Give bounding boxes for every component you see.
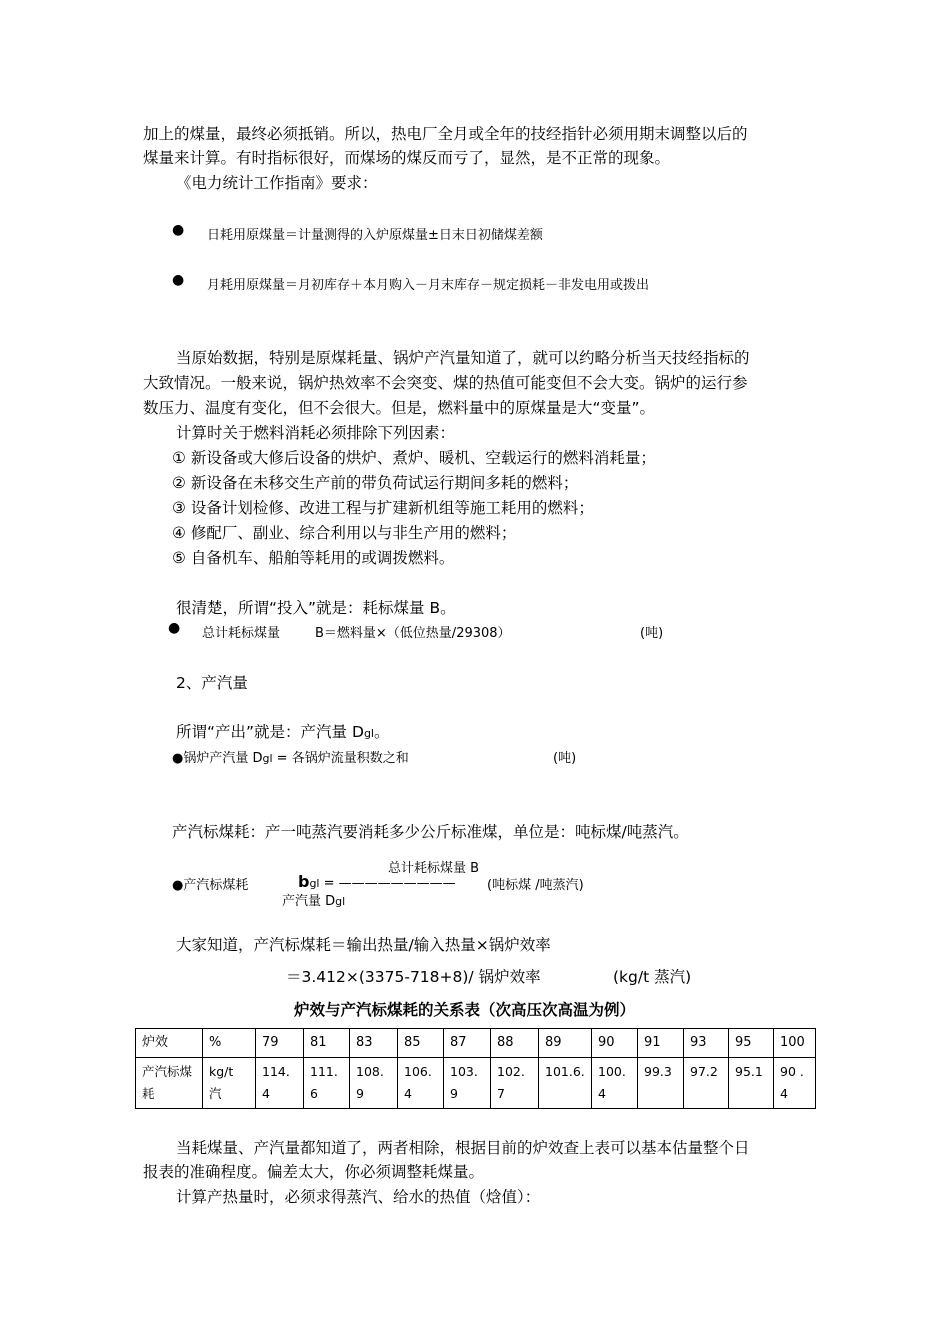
table-cell: 111.6 — [304, 1058, 350, 1109]
closing-line-1: 当耗煤量、产汽量都知道了，两者相除，根据目前的炉效查上表可以基本估量整个日 — [176, 1139, 750, 1157]
table-cell: 产汽标煤耗 — [136, 1058, 203, 1109]
output-text — [176, 720, 390, 746]
factor-item: ④ 修配厂、副业、综合利用以与非生产用的燃料； — [172, 524, 517, 542]
table-cell: 108.9 — [350, 1058, 398, 1109]
table-cell: 93 — [684, 1029, 729, 1058]
table-cell: 114.4 — [256, 1058, 304, 1109]
analysis-line-2: 大致情况。一般来说，锅炉热效率不会突变、煤的热值可能变但不会大变。锅炉的运行参 — [143, 374, 748, 392]
table-cell: 100.4 — [592, 1058, 638, 1109]
table-cell: 81 — [304, 1029, 350, 1058]
factor-item: ⑤ 自备机车、船舶等耗用的或调拨燃料。 — [172, 549, 455, 567]
table-cell: 88 — [491, 1029, 539, 1058]
input-text: 很清楚，所谓“投入”就是：耗标煤量 B。 — [176, 599, 456, 617]
steam-coal-definition: 产汽标煤耗：产一吨蒸汽要消耗多少公斤标准煤，单位是：吨标煤/吨蒸汽。 — [172, 823, 689, 841]
closing-line-2: 报表的准确程度。偏差太大，你必须调整耗煤量。 — [143, 1163, 485, 1181]
steam-coal-symbol-sub: gl — [309, 877, 320, 890]
analysis-line-1: 当原始数据，特别是原煤耗量、锅炉产汽量知道了，就可以约略分析当天技经指标的 — [176, 349, 750, 367]
factor-item: ③ 设备计划检修、改进工程与扩建新机组等施工耗用的燃料； — [172, 499, 594, 517]
steam-coal-symbol: b — [298, 872, 310, 891]
factor-item: ① 新设备或大修后设备的烘炉、煮炉、暖机、空载运行的燃料消耗量； — [172, 449, 656, 467]
table-cell: 炉效 — [136, 1029, 203, 1058]
table-cell: 97.2 — [684, 1058, 729, 1109]
table-cell: 87 — [444, 1029, 491, 1058]
steam-coal-unit: (吨标煤 /吨蒸汽) — [487, 878, 584, 893]
table-cell: 102.7 — [491, 1058, 539, 1109]
bullet-dot: ● — [172, 222, 185, 238]
steam-output-sub: gl — [262, 752, 273, 765]
formula-line-2: ＝3.412×(3375-718+8)/ 锅炉效率 — [286, 968, 541, 986]
table-row — [136, 1029, 816, 1058]
table-cell: 89 — [539, 1029, 592, 1058]
table-cell: kg/t 汽 — [203, 1058, 256, 1109]
table-cell: 103.9 — [444, 1058, 491, 1109]
table-cell: 95 — [729, 1029, 774, 1058]
steam-output-post: = 各锅炉流量积数之和 — [272, 751, 409, 766]
table-cell: 85 — [398, 1029, 444, 1058]
steam-coal-formula — [298, 872, 456, 891]
fraction-numerator: 总计耗标煤量 B — [388, 861, 480, 876]
formula-line-1: 大家知道，产汽标煤耗＝输出热量/输入热量×锅炉效率 — [176, 936, 551, 954]
table-cell: 83 — [350, 1029, 398, 1058]
denominator-pre: 产汽量 D — [282, 894, 336, 909]
factor-item: ② 新设备在未移交生产前的带负荷试运行期间多耗的燃料； — [172, 474, 579, 492]
bullet-monthly-coal: 月耗用原煤量＝月初库存＋本月购入－月末库存－规定损耗－非发电用或拨出 — [207, 278, 650, 293]
output-sub: gl — [363, 727, 374, 740]
table-cell: 91 — [638, 1029, 684, 1058]
section-heading: 2、产汽量 — [176, 674, 248, 692]
table-title: 炉效与产汽标煤耗的关系表（次高压次高温为例） — [294, 1001, 636, 1019]
table-cell: 79 — [256, 1029, 304, 1058]
bullet-daily-coal: 日耗用原煤量＝计量测得的入炉原煤量±日末日初储煤差额 — [207, 228, 543, 243]
table-cell: 100 — [774, 1029, 816, 1058]
table-cell: 90 .4 — [774, 1058, 816, 1109]
formula-line-2-unit: (kg/t 蒸汽) — [613, 968, 692, 986]
table-cell: % — [203, 1029, 256, 1058]
table-cell: 106.4 — [398, 1058, 444, 1109]
efficiency-table — [135, 1028, 816, 1109]
output-text-post: 。 — [373, 723, 390, 741]
total-coal-label: 总计耗标煤量 — [202, 626, 281, 641]
intro-line-3: 《电力统计工作指南》要求： — [176, 174, 378, 192]
denominator-sub: gl — [335, 895, 346, 908]
fraction-bar: = ————————— — [319, 876, 456, 891]
intro-line-2: 煤量来计算。有时指标很好，而煤场的煤反而亏了，显然，是不正常的现象。 — [143, 149, 671, 167]
closing-line-3: 计算产热量时，必须求得蒸汽、给水的热值（焓值）： — [176, 1188, 541, 1206]
bullet-dot: ● — [168, 620, 181, 636]
steam-output-unit: (吨) — [553, 751, 577, 766]
fraction-denominator — [282, 890, 345, 909]
analysis-line-4: 计算时关于燃料消耗必须排除下列因素： — [176, 424, 456, 442]
bullet-dot: ● — [172, 272, 185, 288]
output-text-pre: 所谓“产出”就是：产汽量 D — [176, 723, 364, 741]
table-row — [136, 1058, 816, 1109]
analysis-line-3: 数压力、温度有变化，但不会很大。但是，燃料量中的原煤量是大“变量”。 — [143, 399, 656, 417]
intro-line-1: 加上的煤量，最终必须抵销。所以，热电厂全月或全年的技经指针必须用期末调整以后的 — [143, 125, 748, 143]
table-cell: 101.6. — [539, 1058, 592, 1109]
steam-coal-label: ●产汽标煤耗 — [172, 878, 249, 893]
table-cell: 95.1 — [729, 1058, 774, 1109]
steam-output-bullet — [172, 747, 409, 766]
table-cell: 99.3 — [638, 1058, 684, 1109]
total-coal-unit: (吨) — [640, 626, 664, 641]
steam-output-pre: ●锅炉产汽量 D — [172, 751, 263, 766]
total-coal-formula: B＝燃料量×（低位热量/29308） — [315, 626, 511, 641]
table-cell: 90 — [592, 1029, 638, 1058]
